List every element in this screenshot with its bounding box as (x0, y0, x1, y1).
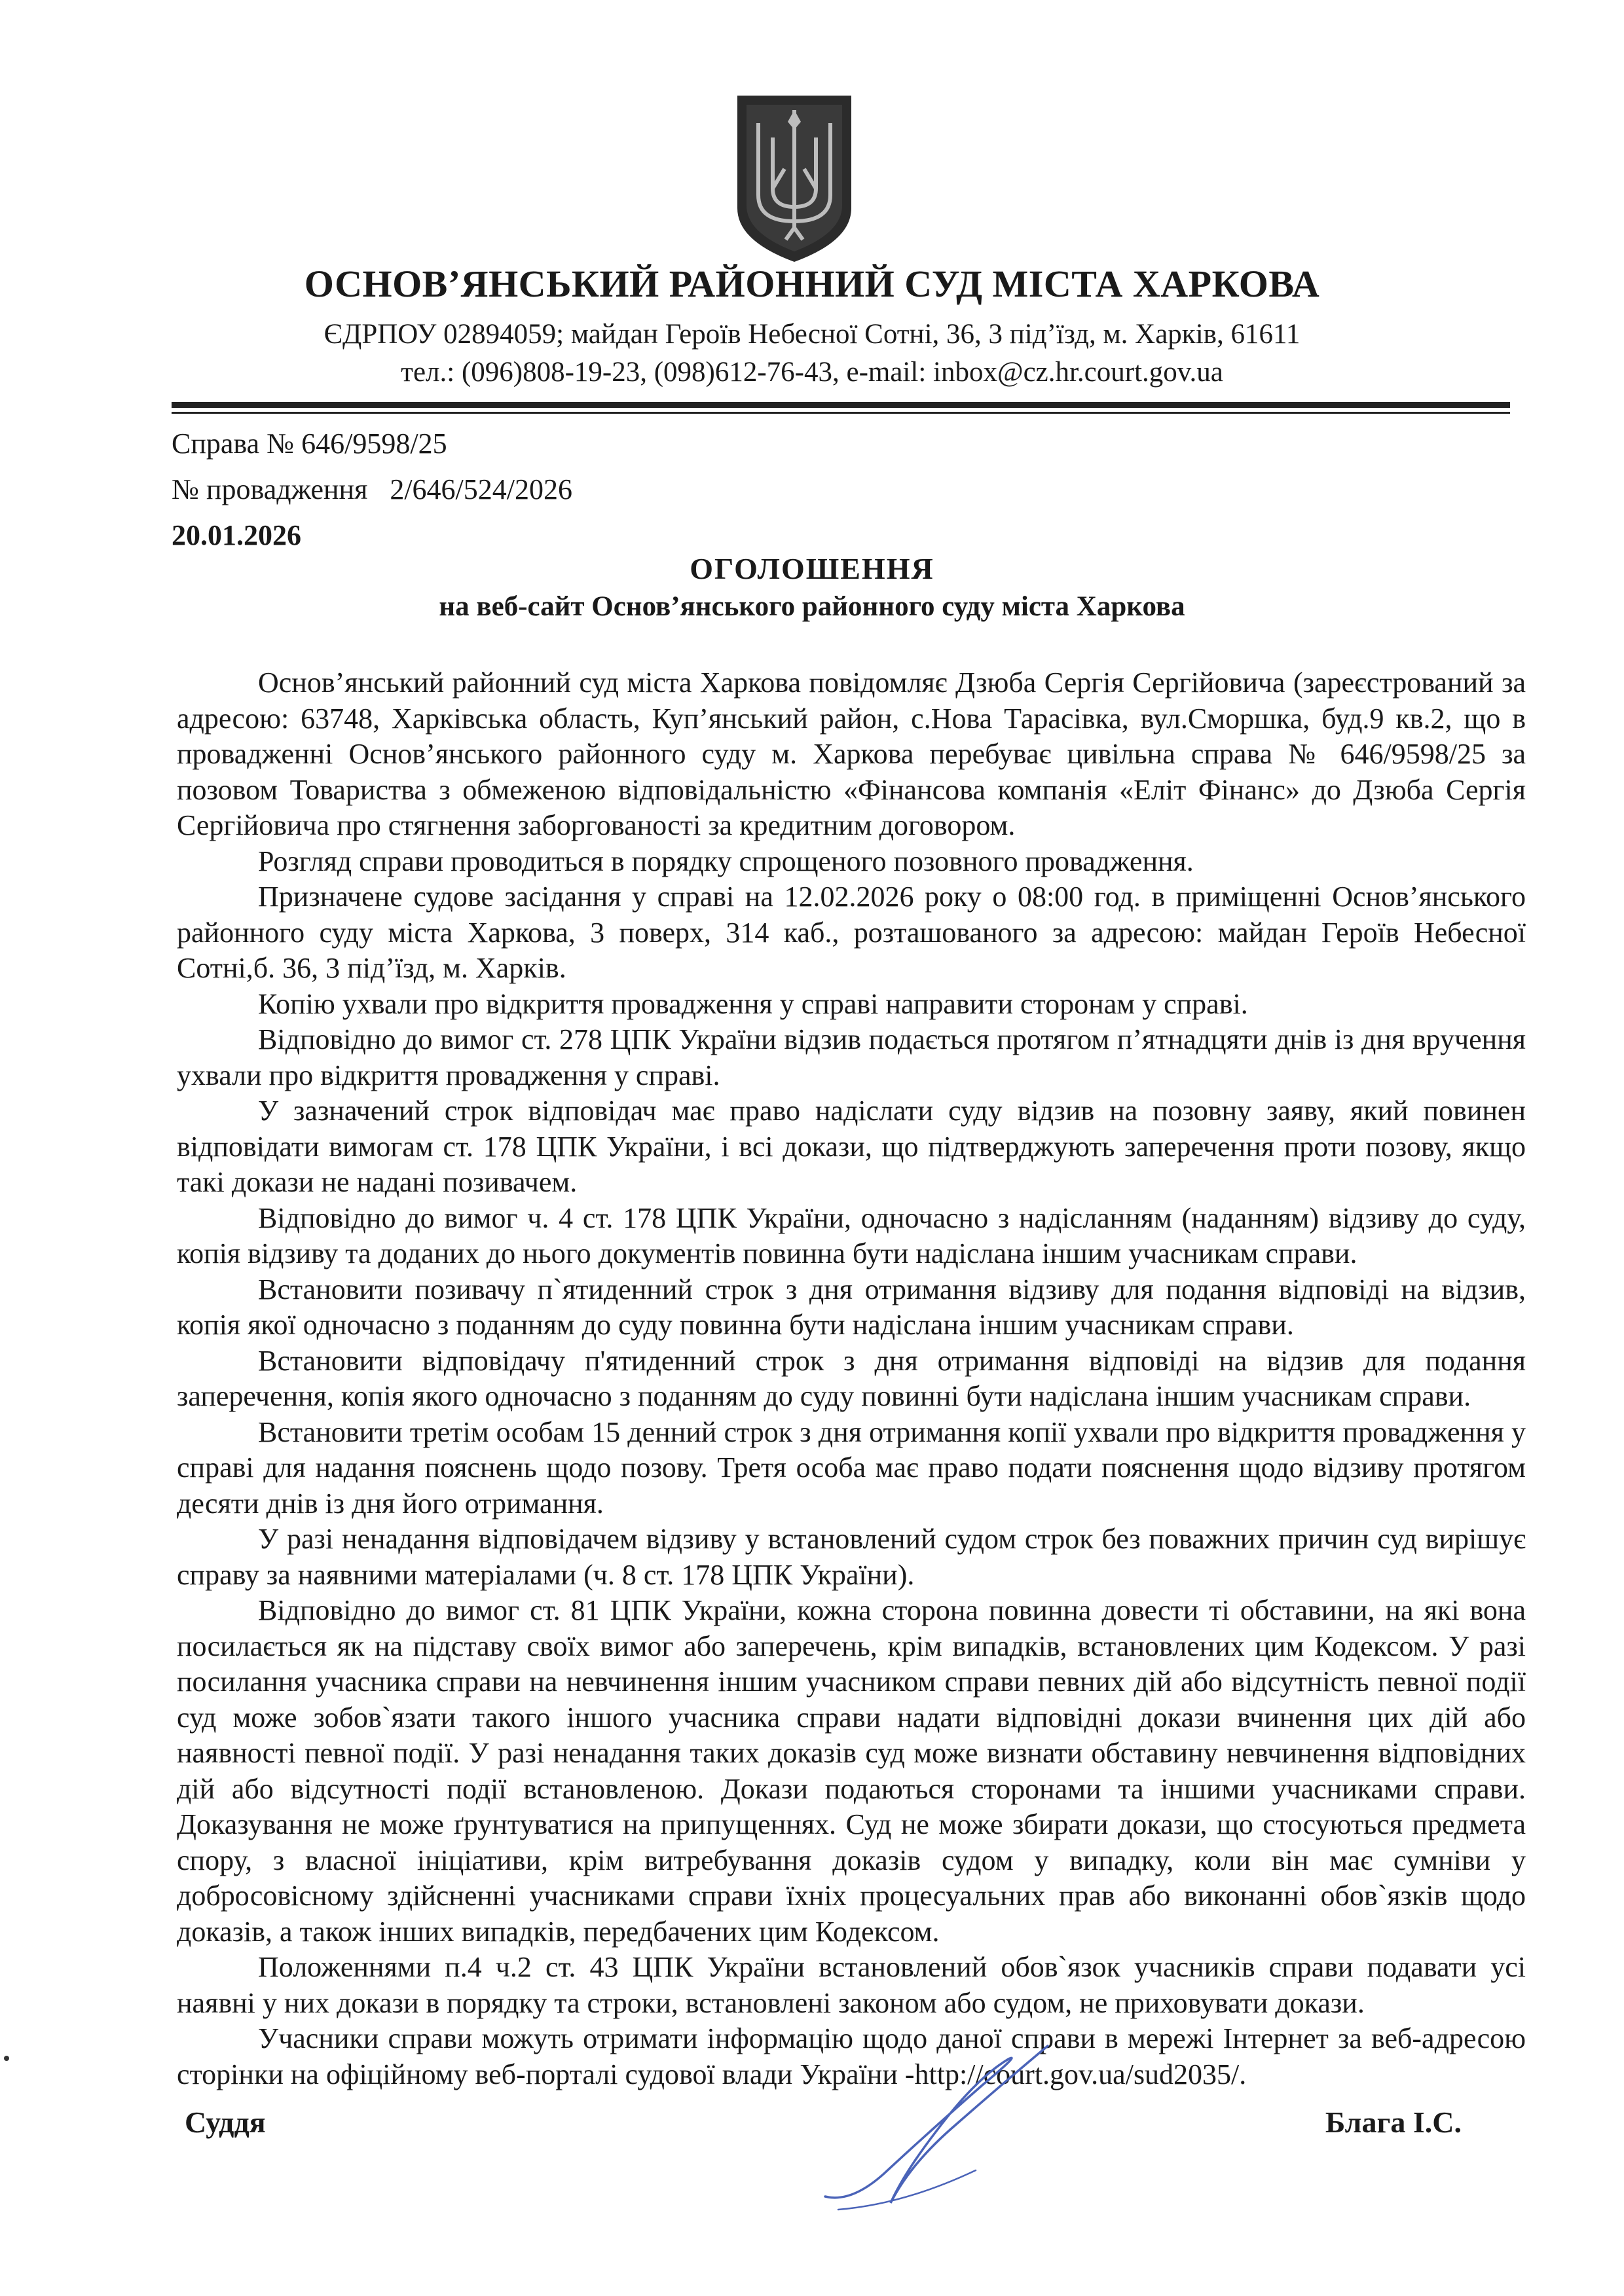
paragraph: Копію ухвали про відкриття провадження у справі направити сторонам у справі. (258, 987, 1248, 1020)
paragraph: Відповідно до вимог ст. 278 ЦПК України відзив подається протягом п’ятнадцяти днів із дня вручення ухвали про відкриття провадження у справі. (177, 1023, 1526, 1091)
proceeding-number: 2/646/524/2026 (390, 473, 573, 505)
paragraph: Встановити третім особам 15 денний строк з дня отримання копії ухвали про відкриття провадження у справі для надання пояснень щодо позову. Третя особа має право подати пояснення щодо відзиву протягом десяти днів із дня його отримання. (177, 1415, 1526, 1520)
court-details-contacts: тел.: (096)808-19-23, (098)612-76-43, e-mail: inbox@cz.hr.court.gov.ua (401, 357, 1223, 388)
announcement-body (177, 665, 1526, 2092)
announcement-title: ОГОЛОШЕННЯ (690, 552, 934, 585)
paragraph: Відповідно до вимог ч. 4 ст. 178 ЦПК України, одночасно з надісланням (наданням) відзиву до суду, копія відзиву та доданих до нього документів повинна бути надіслана іншим учасникам справи. (177, 1201, 1526, 1269)
paragraph: У разі ненадання відповідачем відзиву у встановлений судом строк без поважних причин суд вирішує справу за наявними матеріалами (ч. 8 ст. 178 ЦПК України). (177, 1523, 1526, 1591)
court-details-address: ЄДРПОУ 02894059; майдан Героїв Небесної Сотні, 36, 3 під’їзд, м. Харків, 61611 (323, 319, 1301, 350)
paragraph: У зазначений строк відповідач має право надіслати суду відзив на позовну заяву, який повинен відповідати вимогам ст. 178 ЦПК України, і всі докази, що підтверджують заперечення проти позову, якщо такі докази не надані позивачем. (177, 1095, 1526, 1198)
case-number: Справа № 646/9598/25 (172, 428, 447, 460)
scan-artifact-dot (4, 2056, 9, 2061)
paragraph: Встановити відповідачу п'ятиденний строк з дня отримання відповіді на відзив для подання заперечення, копія якого одночасно з поданням до суду повинні бути надіслана іншим учасникам справи. (177, 1344, 1526, 1412)
paragraph: Основ’янський районний суд міста Харкова повідомляє Дзюба Сергія Сергійовича (зареєстрований за адресою: 63748, Харківська область, Куп’янський район, с.Нова Тарасівка, вул.Сморшка, буд.9 кв.2, що в провадженні Основ’янського районного суду м. Харкова перебуває цивільна справа № 646/9598/25 за позовом Товариства з обмеженою відповідальністю «Фінансова компанія «Еліт Фінанс» до Дзюба Сергія Сергійовича про стягнення заборгованості за кредитним договором. (177, 666, 1526, 841)
paragraph: Розгляд справи проводиться в порядку спрощеного позовного провадження. (258, 845, 1194, 877)
signature-role: Суддя (185, 2105, 266, 2139)
paragraph: Встановити позивачу п`ятиденний строк з дня отримання відзиву для подання відповіді на відзив, копія якої одночасно з поданням до суду повинна бути надіслана іншим учасникам справи. (177, 1273, 1526, 1341)
paragraph: Призначене судове засідання у справі на 12.02.2026 року о 08:00 год. в приміщенні Основ’янського районного суду міста Харкова, 3 поверх, 314 каб., розташованого за адресою: майдан Героїв Небесної Сотні,б. 36, 3 під’їзд, м. Харків. (177, 881, 1526, 984)
header-divider-thin (172, 412, 1510, 414)
paragraph: Відповідно до вимог ст. 81 ЦПК України, кожна сторона повинна довести ті обставини, на які вона посилається як на підставу своїх вимог або заперечень, крім випадків, встановлених цим Кодексом. У разі посилання учасника справи на невчинення іншим учасником справи певних дій або відсутність певної події суд може зобов`язати такого іншого учасника справи надати відповідні докази вчинення цих дій або наявності певної події. У разі ненадання таких доказів суд може визнати обставину невчинення відповідних дій або відсутності події встановленою. Докази подаються сторонами та іншими учасниками справи. Доказування не може ґрунтуватися на припущеннях. Суд не може збирати докази, що стосуються предмета спору, з власної ініціативи, крім витребування доказів судом у випадку, коли він має сумніви у добросовісному здійсненні учасниками справи їхніх процесуальних прав або виконанні обов`язків щодо доказів, а також інших випадків, передбачених цим Кодексом. (177, 1594, 1526, 1948)
judge-name: Блага І.С. (1325, 2105, 1462, 2139)
announcement-subtitle: на веб-сайт Основ’янського районного суду міста Харкова (439, 591, 1185, 622)
court-name: ОСНОВ’ЯНСЬКИЙ РАЙОННИЙ СУД МІСТА ХАРКОВА (304, 263, 1320, 305)
header-divider-thick (172, 402, 1510, 408)
paragraph: Учасники справи можуть отримати інформацію щодо даної справи в мережі Інтернет за веб-адресою сторінки на офіційному веб-порталі судової влади України -http://court.gov.ua/sud2035/. (177, 2022, 1526, 2090)
paragraph: Положеннями п.4 ч.2 ст. 43 ЦПК України встановлений обов`язок учасників справи подавати усі наявні у них докази в порядку та строки, встановлені законом або судом, не приховувати докази. (177, 1951, 1526, 2019)
handwritten-signature-icon (812, 2033, 1061, 2223)
proceeding-number-row (172, 473, 572, 506)
coat-of-arms-icon (732, 90, 857, 267)
document-date: 20.01.2026 (172, 519, 301, 551)
proceeding-label: № провадження (172, 473, 368, 505)
